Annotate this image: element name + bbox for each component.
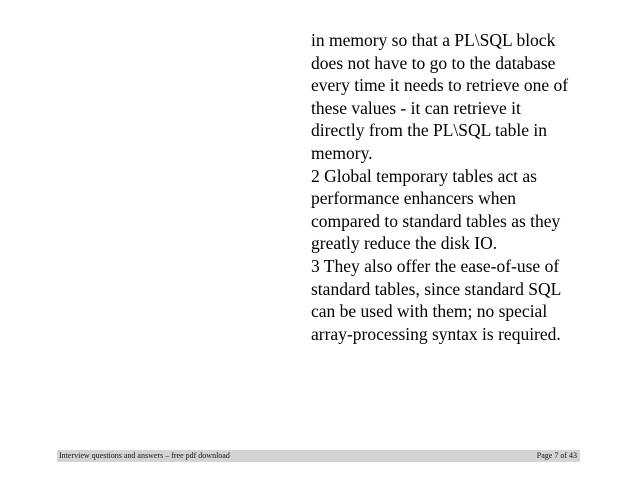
- text-line: array-processing syntax is required.: [311, 323, 561, 344]
- footer-source-text: Interview questions and answers – free pdf download: [59, 451, 230, 460]
- text-line: 2 Global temporary tables act as: [311, 165, 537, 186]
- text-line: directly from the PL\SQL table in: [311, 120, 548, 141]
- page-footer: [57, 450, 580, 462]
- text-line: these values - it can retrieve it: [311, 97, 521, 118]
- body-text-block: [311, 29, 611, 345]
- text-line: every time it needs to retrieve one of: [311, 75, 569, 96]
- text-line: can be used with them; no special: [311, 301, 548, 322]
- page-number: Page 7 of 43: [536, 451, 577, 460]
- text-line: memory.: [311, 142, 373, 163]
- text-line: does not have to go to the database: [311, 52, 556, 73]
- text-line: performance enhancers when: [311, 188, 517, 209]
- text-line: in memory so that a PL\SQL block: [311, 30, 556, 50]
- text-line: standard tables, since standard SQL: [311, 278, 562, 299]
- text-line: compared to standard tables as they: [311, 210, 561, 231]
- text-line: 3 They also offer the ease-of-use of: [311, 255, 560, 276]
- text-line: greatly reduce the disk IO.: [311, 233, 498, 254]
